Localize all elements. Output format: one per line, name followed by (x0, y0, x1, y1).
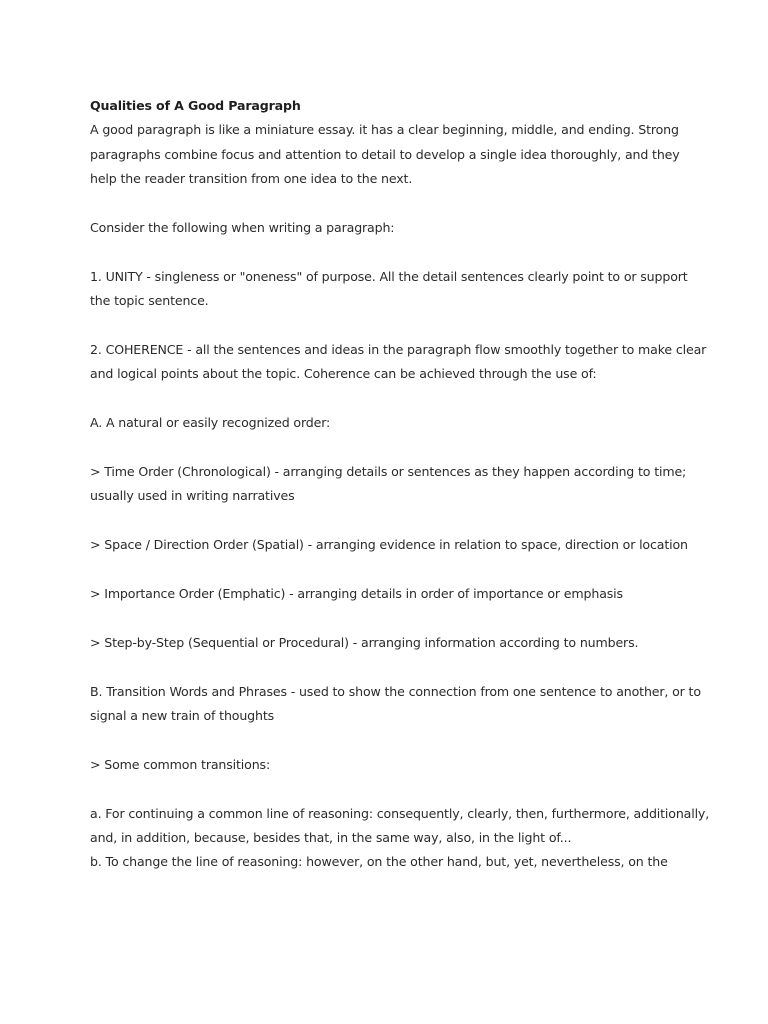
common-transitions-heading: > Some common transitions: (90, 756, 271, 772)
document-title: Qualities of A Good Paragraph (90, 98, 301, 113)
spacer (90, 558, 710, 582)
time-order-item: > Time Order (Chronological) - arranging details or sentences as they happen according to time; usually used in writing narratives (90, 464, 687, 504)
change-transitions: b. To change the line of reasoning: however, on the other hand, but, yet, nevertheless, on the (90, 854, 668, 870)
natural-order-heading: A. A natural or easily recognized order: (90, 415, 331, 431)
transitions-paragraph: B. Transition Words and Phrases - used to show the connection from one sentence to another, or to signal a new train of thoughts (90, 683, 701, 724)
spacer (90, 436, 710, 460)
importance-order-item: > Importance Order (Emphatic) - arranging details in order of importance or emphasis (90, 586, 623, 602)
spacer (90, 387, 710, 411)
spacer (90, 655, 710, 679)
spacer (90, 777, 710, 801)
intro-paragraph: A good paragraph is like a miniature essay. it has a clear beginning, middle, and ending. Strong paragraphs combine focus and attention to detail to develop a single idea thoroughly, and they help the reader transition from one idea to the next. (90, 122, 680, 187)
space-order-item: > Space / Direction Order (Spatial) - arranging evidence in relation to space, direction or location (90, 537, 688, 553)
consider-line: Consider the following when writing a paragraph: (90, 220, 395, 236)
spacer (90, 192, 710, 216)
spacer (90, 509, 710, 533)
spacer (90, 728, 710, 752)
continuing-transitions: a. For continuing a common line of reasoning: consequently, clearly, then, furthermore, additionally, and, in addition, because, besides that, in the same way, also, in the light of... (90, 805, 710, 846)
spacer (90, 240, 710, 264)
spacer (90, 606, 710, 630)
spacer (90, 314, 710, 338)
step-order-item: > Step-by-Step (Sequential or Procedural) - arranging information according to numbers. (90, 634, 639, 650)
coherence-paragraph: 2. COHERENCE - all the sentences and ideas in the paragraph flow smoothly together to make clear and logical points about the topic. Coherence can be achieved through the use of: (90, 342, 707, 382)
unity-paragraph: 1. UNITY - singleness or "oneness" of purpose. All the detail sentences clearly point to or support the topic sentence. (90, 268, 688, 309)
document-body (90, 94, 710, 875)
